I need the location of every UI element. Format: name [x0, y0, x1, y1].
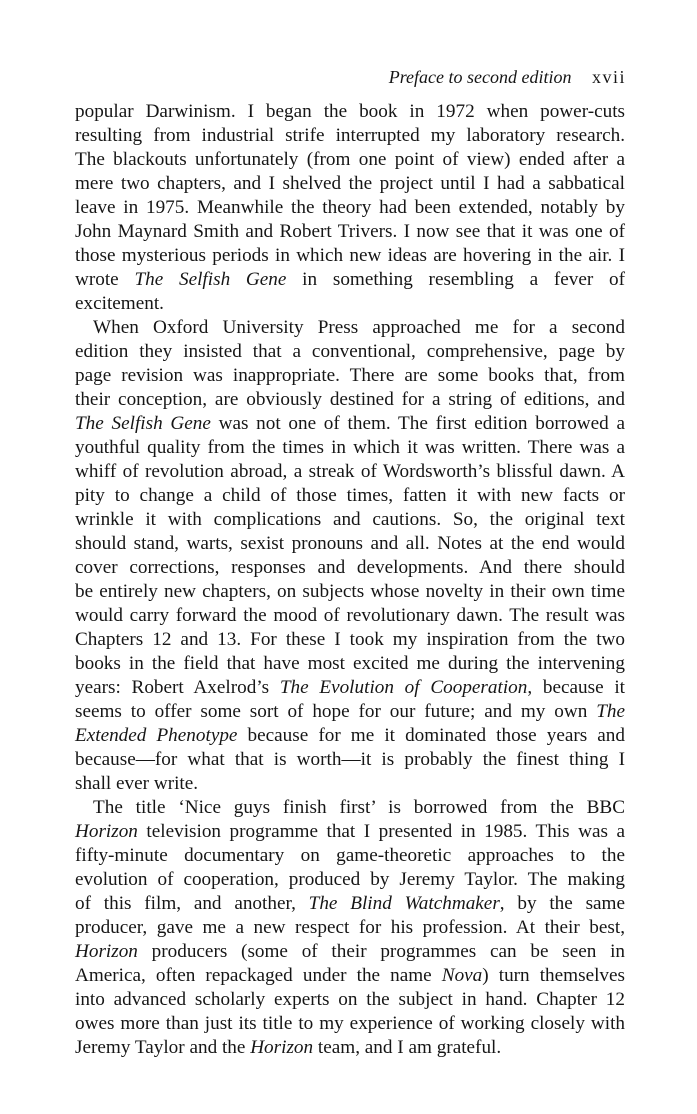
text-line: [75, 820, 625, 844]
text-segment: Chapters 12 and 13. For these I took my inspiration from the two: [75, 629, 625, 650]
text-line: [75, 964, 625, 988]
text-segment: years: Robert Axelrod’s: [75, 677, 280, 698]
text-segment: producers (some of their programmes can be seen in: [137, 941, 625, 962]
text-segment: of this film, and another,: [75, 893, 309, 914]
text-line: [75, 316, 625, 340]
text-segment: page revision was inappropriate. There are some books that, from: [75, 365, 625, 386]
text-line: [75, 724, 625, 748]
text-line: [75, 292, 625, 316]
italic-title: The: [596, 701, 625, 722]
text-segment: whiff of revolution abroad, a streak of Wordsworth’s blissful dawn. A: [75, 461, 625, 482]
text-segment: in something resembling a fever of: [286, 269, 625, 290]
text-segment: evolution of cooperation, produced by Jeremy Taylor. The making: [75, 869, 625, 890]
text-segment: ) turn themselves: [482, 965, 625, 986]
text-segment: team, and I am grateful.: [313, 1037, 502, 1058]
text-segment: was not one of them. The first edition borrowed a: [210, 413, 625, 434]
text-segment: because—for what that is worth—it is probably the finest thing I: [75, 749, 625, 770]
text-line: [75, 220, 625, 244]
text-line: [75, 196, 625, 220]
text-line: [75, 556, 625, 580]
text-segment: cover corrections, responses and developments. And there should: [75, 557, 625, 578]
text-line: [75, 268, 625, 292]
text-segment: When Oxford University Press approached me for a second: [93, 317, 625, 338]
text-segment: fifty-minute documentary on game-theoretic approaches to the: [75, 845, 625, 866]
running-head: [389, 66, 626, 88]
text-line: [75, 412, 625, 436]
text-segment: , by the same: [499, 893, 625, 914]
text-segment: youthful quality from the times in which it was written. There was a: [75, 437, 625, 458]
text-segment: America, often repackaged under the name: [75, 965, 442, 986]
text-line: [75, 676, 625, 700]
text-segment: be entirely new chapters, on subjects whose novelty in their own time: [75, 581, 625, 602]
text-segment: television programme that I presented in 1985. This was a: [137, 821, 625, 842]
text-line: [75, 892, 625, 916]
text-segment: wrinkle it with complications and cautions. So, the original text: [75, 509, 625, 530]
text-segment: producer, gave me a new respect for his profession. At their best,: [75, 917, 625, 938]
text-segment: seems to offer some sort of hope for our future; and my own: [75, 701, 597, 722]
text-line: [75, 364, 625, 388]
italic-title: The Blind Watchmaker: [308, 893, 500, 914]
text-segment: excitement.: [75, 293, 164, 314]
running-head-title: Preface to second edition: [388, 67, 572, 87]
text-segment: pity to change a child of those times, fatten it with new facts or: [75, 485, 625, 506]
text-line: [75, 388, 625, 412]
text-segment: shall ever write.: [75, 773, 199, 794]
italic-title: Horizon: [75, 941, 138, 962]
text-segment: would carry forward the mood of revolutionary dawn. The result was: [75, 605, 625, 626]
text-line: [75, 244, 625, 268]
text-line: [75, 700, 625, 724]
text-line: [75, 772, 625, 796]
text-line: [75, 604, 625, 628]
text-segment: those mysterious periods in which new ideas are hovering in the air. I: [75, 245, 625, 266]
italic-title: Nova: [441, 965, 483, 986]
italic-title: Extended Phenotype: [75, 725, 238, 746]
italic-title: The Selfish Gene: [134, 269, 287, 290]
text-line: [75, 1012, 625, 1036]
text-line: [75, 340, 625, 364]
text-segment: their conception, are obviously destined for a string of editions, and: [75, 389, 625, 410]
text-segment: popular Darwinism. I began the book in 1972 when power-cuts: [75, 101, 625, 122]
text-segment: Jeremy Taylor and the: [75, 1037, 251, 1058]
text-line: [75, 148, 625, 172]
text-line: [75, 124, 625, 148]
text-line: [75, 172, 625, 196]
text-line: [75, 1036, 625, 1060]
text-line: [75, 796, 625, 820]
text-segment: , because it: [527, 677, 625, 698]
text-segment: edition they insisted that a conventional, comprehensive, page by: [75, 341, 625, 362]
italic-title: The Evolution of Cooperation: [279, 677, 528, 698]
text-segment: books in the field that have most excited me during the intervening: [75, 653, 625, 674]
text-line: [75, 844, 625, 868]
text-line: [75, 484, 625, 508]
text-line: [75, 916, 625, 940]
text-line: [75, 532, 625, 556]
italic-title: Horizon: [250, 1037, 314, 1058]
text-line: [75, 580, 625, 604]
text-segment: resulting from industrial strife interrupted my laboratory research.: [75, 125, 625, 146]
text-segment: The title ‘Nice guys finish first’ is borrowed from the BBC: [93, 797, 625, 818]
text-line: [75, 868, 625, 892]
text-line: [75, 100, 625, 124]
text-segment: into advanced scholarly experts on the subject in hand. Chapter 12: [75, 989, 625, 1010]
italic-title: Horizon: [75, 821, 138, 842]
text-line: [75, 748, 625, 772]
text-segment: owes more than just its title to my experience of working closely with: [75, 1013, 625, 1034]
text-segment: should stand, warts, sexist pronouns and all. Notes at the end would: [75, 533, 625, 554]
text-line: [75, 460, 625, 484]
text-line: [75, 436, 625, 460]
text-line: [75, 508, 625, 532]
text-line: [75, 988, 625, 1012]
text-line: [75, 628, 625, 652]
text-segment: The blackouts unfortunately (from one point of view) ended after a: [75, 149, 625, 170]
text-line: [75, 940, 625, 964]
text-line: [75, 652, 625, 676]
page-number: xvii: [591, 67, 626, 87]
text-segment: John Maynard Smith and Robert Trivers. I now see that it was one of: [75, 221, 625, 242]
text-segment: wrote: [75, 269, 135, 290]
text-segment: leave in 1975. Meanwhile the theory had been extended, notably by: [75, 197, 625, 218]
body-text: [75, 100, 625, 1060]
text-segment: because for me it dominated those years and: [237, 725, 625, 746]
text-segment: mere two chapters, and I shelved the project until I had a sabbatical: [75, 173, 625, 194]
italic-title: The Selfish Gene: [75, 413, 211, 434]
